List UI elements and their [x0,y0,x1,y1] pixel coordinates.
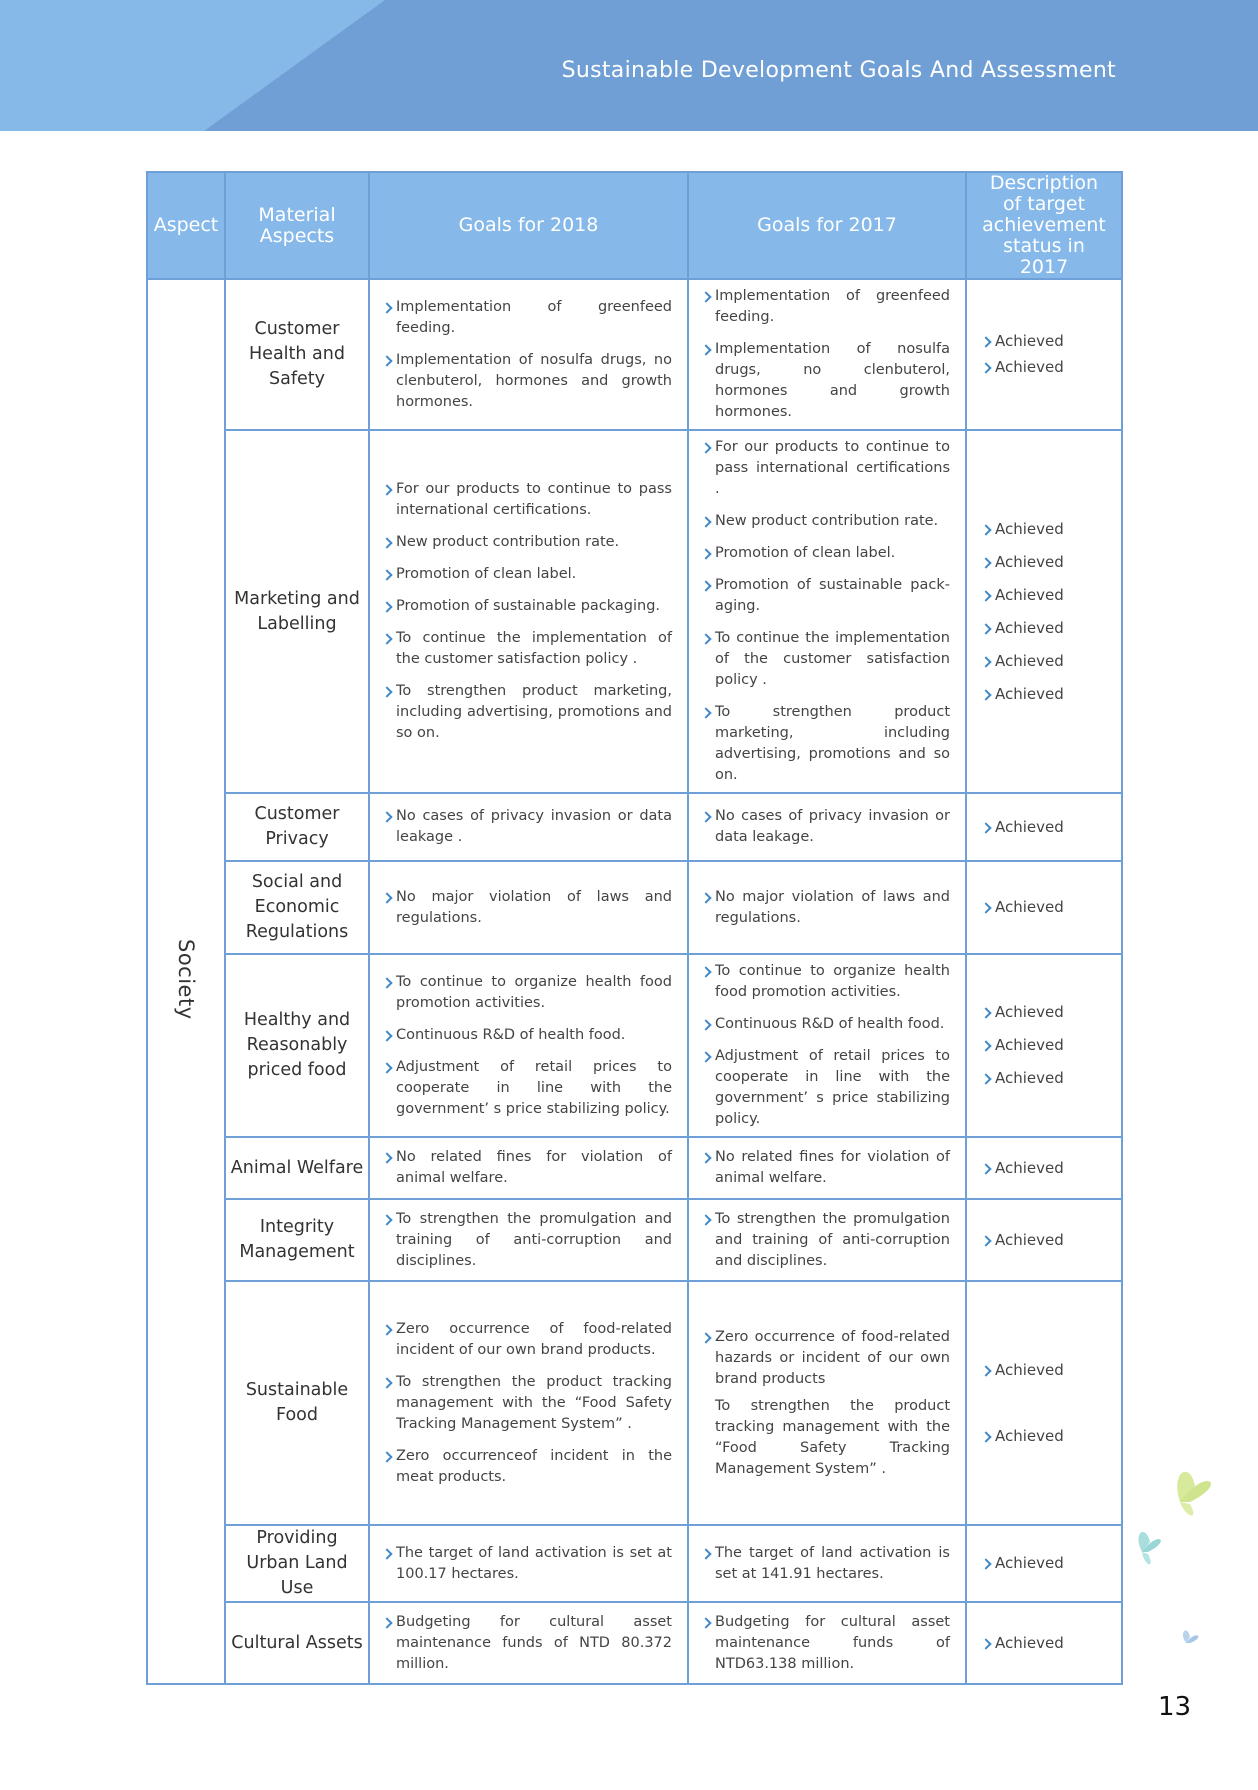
chevron-right-icon [701,1612,713,1633]
aspect-cell [147,279,225,1684]
chevron-right-icon [701,511,713,532]
chevron-right-icon [981,618,993,639]
chevron-right-icon [701,543,713,564]
aspect-label: Society [174,939,198,1020]
goal-2018-text: To strengthen the promulgation and training of anti-corruption and disciplines. [396,1210,672,1269]
goal-2017-item [701,286,950,328]
status-item [981,645,1111,678]
goal-2018-text: Zero occurrence of food-related incident of our own brand products. [396,1320,672,1358]
goal-2018-text: Continuous R&D of health food. [396,1026,626,1043]
goal-2017-text: Implementation of nosulfa drugs, no clenbuterol, hormones and growth hormones. [715,341,950,420]
goals-2017-cell [688,1602,966,1684]
chevron-right-icon [981,651,993,672]
goal-2017-item [701,1543,950,1585]
page-number: 13 [1158,1692,1192,1722]
goal-2017-item [701,961,950,1003]
goal-2017-text: New product contribution rate. [715,513,939,529]
table-header-row [147,172,1122,279]
goal-2018-item [382,681,672,744]
goal-2018-text: No major violation of laws and regulations. [396,888,672,926]
chevron-right-icon [981,552,993,573]
goal-2017-item [701,437,950,500]
chevron-right-icon [701,1543,713,1564]
goal-2018-text: The target of land activation is set at 100.17 hectares. [396,1544,672,1582]
status-text: Achieved [995,651,1064,670]
status-text: Achieved [995,552,1064,571]
status-text: Achieved [995,1554,1064,1572]
goals-2018-cell [369,279,688,430]
goals-2017-cell [688,1525,966,1602]
status-cell [966,1525,1122,1602]
status-text: Achieved [995,684,1064,703]
goals-2017-cell [688,1137,966,1199]
chevron-right-icon [382,806,394,827]
goals-2018-cell [369,1199,688,1281]
status-item [981,1224,1111,1257]
goal-2017-plain-text: To strengthen the product tracking management with the “Food Safety Tracking Management System” . [715,1397,950,1477]
table-row [147,1281,1122,1525]
status-item [981,678,1111,711]
status-item [981,612,1111,645]
chevron-right-icon [701,702,713,723]
chevron-right-icon [701,339,713,360]
status-item [981,546,1111,579]
chevron-right-icon [701,1147,713,1168]
chevron-right-icon [981,1553,993,1574]
material-aspect-cell: Healthy and Reasonably priced food [225,954,369,1137]
goal-2018-item [382,532,672,553]
goal-2017-text: Continuous R&D of health food. [715,1016,945,1032]
status-cell [966,1602,1122,1684]
goal-2018-item [382,479,672,521]
status-text: Achieved [995,585,1064,604]
material-aspect-cell: Cultural Assets [225,1602,369,1684]
status-cell [966,1199,1122,1281]
status-cell [966,430,1122,793]
goal-2017-item [701,1147,950,1189]
chevron-right-icon [382,1319,394,1340]
chevron-right-icon [981,1360,993,1381]
goal-2018-item [382,1209,672,1272]
table-row [147,1199,1122,1281]
table-row [147,1602,1122,1684]
status-text: Achieved [995,1036,1064,1054]
goal-2017-item [701,339,950,423]
goal-2017-text: No major violation of laws and regulations. [715,888,950,926]
goals-2017-cell [688,793,966,861]
page-header-title: Sustainable Development Goals And Assessment [561,58,1116,83]
material-aspect-cell: Customer Health and Safety [225,279,369,430]
chevron-right-icon [382,1209,394,1230]
goals-table [146,171,1123,1685]
goal-2017-text: Budgeting for cultural asset maintenance funds of NTD63.138 million. [715,1613,950,1672]
material-aspect-cell: Social and Economic Regulations [225,861,369,954]
status-cell [966,279,1122,430]
goals-2018-cell [369,1602,688,1684]
goals-2017-cell [688,954,966,1137]
chevron-right-icon [382,564,394,585]
goal-2017-item [701,1014,950,1035]
status-text: Achieved [995,358,1064,376]
goals-2018-cell [369,1525,688,1602]
chevron-right-icon [981,1633,993,1654]
status-item [981,355,1111,381]
goals-2017-cell [688,861,966,954]
status-text: Achieved [995,1360,1064,1379]
goals-2018-cell [369,861,688,954]
status-text: Achieved [995,519,1064,538]
chevron-right-icon [981,1426,993,1447]
status-item [981,329,1111,355]
goal-2018-text: Adjustment of retail prices to cooperate in line with the government’ s price stabilizing policy. [396,1058,672,1117]
goal-2018-text: Promotion of sustainable packaging. [396,598,661,614]
status-item [981,1152,1111,1185]
table-row [147,954,1122,1137]
chevron-right-icon [382,532,394,553]
status-cell [966,954,1122,1137]
status-cell [966,861,1122,954]
goal-2017-item [701,887,950,929]
goal-2018-text: Promotion of clean label. [396,566,577,582]
goal-2018-text: No related fines for violation of animal welfare. [396,1149,672,1186]
chevron-right-icon [701,1327,713,1348]
goal-2017-text: The target of land activation is set at 141.91 hectares. [715,1544,950,1582]
chevron-right-icon [382,297,394,318]
goal-2018-text: To strengthen product marketing, including advertising, promotions and so on. [396,683,672,741]
banner-accent-shape [0,0,385,131]
goals-2018-cell [369,1137,688,1199]
butterfly-decoration-large [1150,1462,1225,1524]
goal-2017-text: Adjustment of retail prices to cooperate in line with the government’ s price stabilizing policy. [715,1048,950,1127]
chevron-right-icon [701,437,713,458]
table-row [147,430,1122,793]
goal-2017-item [701,702,950,786]
goal-2017-item [701,806,950,848]
table-row [147,793,1122,861]
chevron-right-icon [701,1046,713,1067]
status-text: Achieved [995,1158,1064,1177]
status-item [981,996,1111,1029]
header-material-aspects-label: Material Aspects [258,203,336,247]
goals-2017-cell [688,1199,966,1281]
chevron-right-icon [382,887,394,908]
status-item [981,811,1111,844]
table-row [147,1525,1122,1602]
goal-2017-text: To continue to organize health food promotion activities. [715,963,950,1000]
status-text: Achieved [995,1230,1064,1249]
chevron-right-icon [382,1543,394,1564]
goal-2017-text: No related fines for violation of animal welfare. [715,1149,950,1186]
material-aspect-cell: Customer Privacy [225,793,369,861]
goal-2017-item [701,543,950,564]
goal-2018-text: To continue the implementation of the customer satisfaction policy . [396,630,672,667]
goal-2017-item [701,1209,950,1272]
goal-2018-text: Budgeting for cultural asset maintenance funds of NTD 80.372 million. [396,1613,672,1672]
header-status-2017 [966,172,1122,279]
goal-2017-item [701,575,950,617]
status-item [981,1627,1111,1660]
table-row [147,861,1122,954]
status-item [981,1420,1111,1453]
goal-2017-item [701,511,950,532]
status-text: Achieved [995,1003,1064,1021]
table-row [147,279,1122,430]
status-cell [966,793,1122,861]
chevron-right-icon [701,628,713,649]
goal-2018-item [382,806,672,848]
goal-2017-item [701,1612,950,1675]
header-status-2017-label: Description of target achievement status in 2017 [982,172,1106,278]
chevron-right-icon [981,357,993,378]
chevron-right-icon [981,331,993,352]
chevron-right-icon [981,585,993,606]
goal-2018-item [382,297,672,339]
chevron-right-icon [981,684,993,705]
goals-2018-cell [369,430,688,793]
goal-2018-item [382,1543,672,1585]
status-text: Achieved [995,1633,1064,1652]
goal-2018-item [382,887,672,929]
goals-2018-cell [369,793,688,861]
status-item [981,1062,1111,1095]
goal-2018-item [382,1057,672,1120]
material-aspect-cell: Animal Welfare [225,1137,369,1199]
chevron-right-icon [981,897,993,918]
goal-2017-item [701,628,950,691]
goal-2018-text: Implementation of greenfeed feeding. [396,298,672,336]
goal-2017-text: For our products to continue to pass international certifications . [715,439,950,497]
header-goals-2017: Goals for 2017 [688,172,966,279]
chevron-right-icon [701,575,713,596]
goal-2018-item [382,1319,672,1361]
goals-2017-cell [688,1281,966,1525]
goals-2018-cell [369,1281,688,1525]
chevron-right-icon [382,1025,394,1046]
goals-2018-cell [369,954,688,1137]
chevron-right-icon [382,628,394,649]
material-aspect-cell: Integrity Management [225,1199,369,1281]
chevron-right-icon [382,972,394,993]
chevron-right-icon [981,1035,993,1056]
goal-2018-item [382,350,672,413]
chevron-right-icon [981,519,993,540]
chevron-right-icon [981,1068,993,1089]
status-item [981,1029,1111,1062]
goal-2017-item [701,1327,950,1390]
goal-2017-text: Promotion of clean label. [715,545,896,561]
status-item [981,579,1111,612]
status-text: Achieved [995,817,1064,836]
goal-2018-text: For our products to continue to pass international certifications. [396,481,672,518]
status-text: Achieved [995,618,1064,637]
status-item [981,1547,1111,1580]
goal-2017-text: To continue the implementation of the customer satisfaction policy . [715,630,950,688]
goals-2017-cell [688,279,966,430]
butterfly-decoration-small [1172,1625,1204,1655]
goal-2018-item [382,1612,672,1675]
status-text: Achieved [995,1426,1064,1445]
goal-2018-text: New product contribution rate. [396,534,620,550]
goal-2018-item [382,564,672,585]
chevron-right-icon [382,1372,394,1393]
chevron-right-icon [382,479,394,500]
goal-2018-item [382,1446,672,1488]
goal-2018-item [382,1147,672,1189]
goal-2018-text: To strengthen the product tracking management with the “Food Safety Tracking Management System” . [396,1373,672,1432]
header-banner [0,0,1258,131]
goal-2018-text: Implementation of nosulfa drugs, no clenbuterol, hormones and growth hormones. [396,351,672,410]
chevron-right-icon [981,1230,993,1251]
chevron-right-icon [382,1147,394,1168]
goal-2017-text: Implementation of greenfeed feeding. [715,288,950,325]
chevron-right-icon [382,1612,394,1633]
chevron-right-icon [382,350,394,371]
status-text: Achieved [995,332,1064,350]
material-aspect-cell: Providing Urban Land Use [225,1525,369,1602]
goal-2018-text: Zero occurrenceof incident in the meat products. [396,1447,672,1485]
chevron-right-icon [701,1209,713,1230]
status-cell [966,1281,1122,1525]
status-cell [966,1137,1122,1199]
chevron-right-icon [981,817,993,838]
table-body [147,279,1122,1684]
goal-2017-text: To strengthen product marketing, including advertising, promotions and so on. [715,704,950,783]
goal-2018-item [382,596,672,617]
goal-2018-item [382,628,672,670]
chevron-right-icon [701,887,713,908]
header-goals-2018: Goals for 2018 [369,172,688,279]
goal-2017-text: Promotion of sustainable pack-aging. [715,577,950,614]
chevron-right-icon [981,1158,993,1179]
status-item [981,513,1111,546]
goal-2017-text: To strengthen the promulgation and training of anti-corruption and disciplines. [715,1210,950,1269]
goal-2018-item [382,972,672,1014]
table-row [147,1137,1122,1199]
material-aspect-cell: Sustainable Food [225,1281,369,1525]
status-item [981,1354,1111,1387]
goal-2017-text: No cases of privacy invasion or data leakage. [715,808,950,845]
chevron-right-icon [382,681,394,702]
chevron-right-icon [382,1446,394,1467]
goal-2018-item [382,1025,672,1046]
status-item [981,891,1111,924]
goal-2018-text: No cases of privacy invasion or data leakage . [396,808,672,845]
chevron-right-icon [701,961,713,982]
goal-2017-item [701,1046,950,1130]
goal-2017-text: Zero occurrence of food-related hazards or incident of our own brand products [715,1328,950,1387]
chevron-right-icon [382,1057,394,1078]
header-material-aspects [225,172,369,279]
status-text: Achieved [995,898,1064,916]
material-aspect-cell: Marketing and Labelling [225,430,369,793]
chevron-right-icon [701,286,713,307]
status-text: Achieved [995,1069,1064,1087]
butterfly-decoration-medium [1120,1522,1170,1572]
chevron-right-icon [701,1014,713,1035]
chevron-right-icon [701,806,713,827]
chevron-right-icon [981,1002,993,1023]
goals-2017-cell [688,430,966,793]
header-aspect: Aspect [147,172,225,279]
goal-2018-text: To continue to organize health food promotion activities. [396,973,672,1011]
chevron-right-icon [382,596,394,617]
goal-2018-item [382,1372,672,1435]
